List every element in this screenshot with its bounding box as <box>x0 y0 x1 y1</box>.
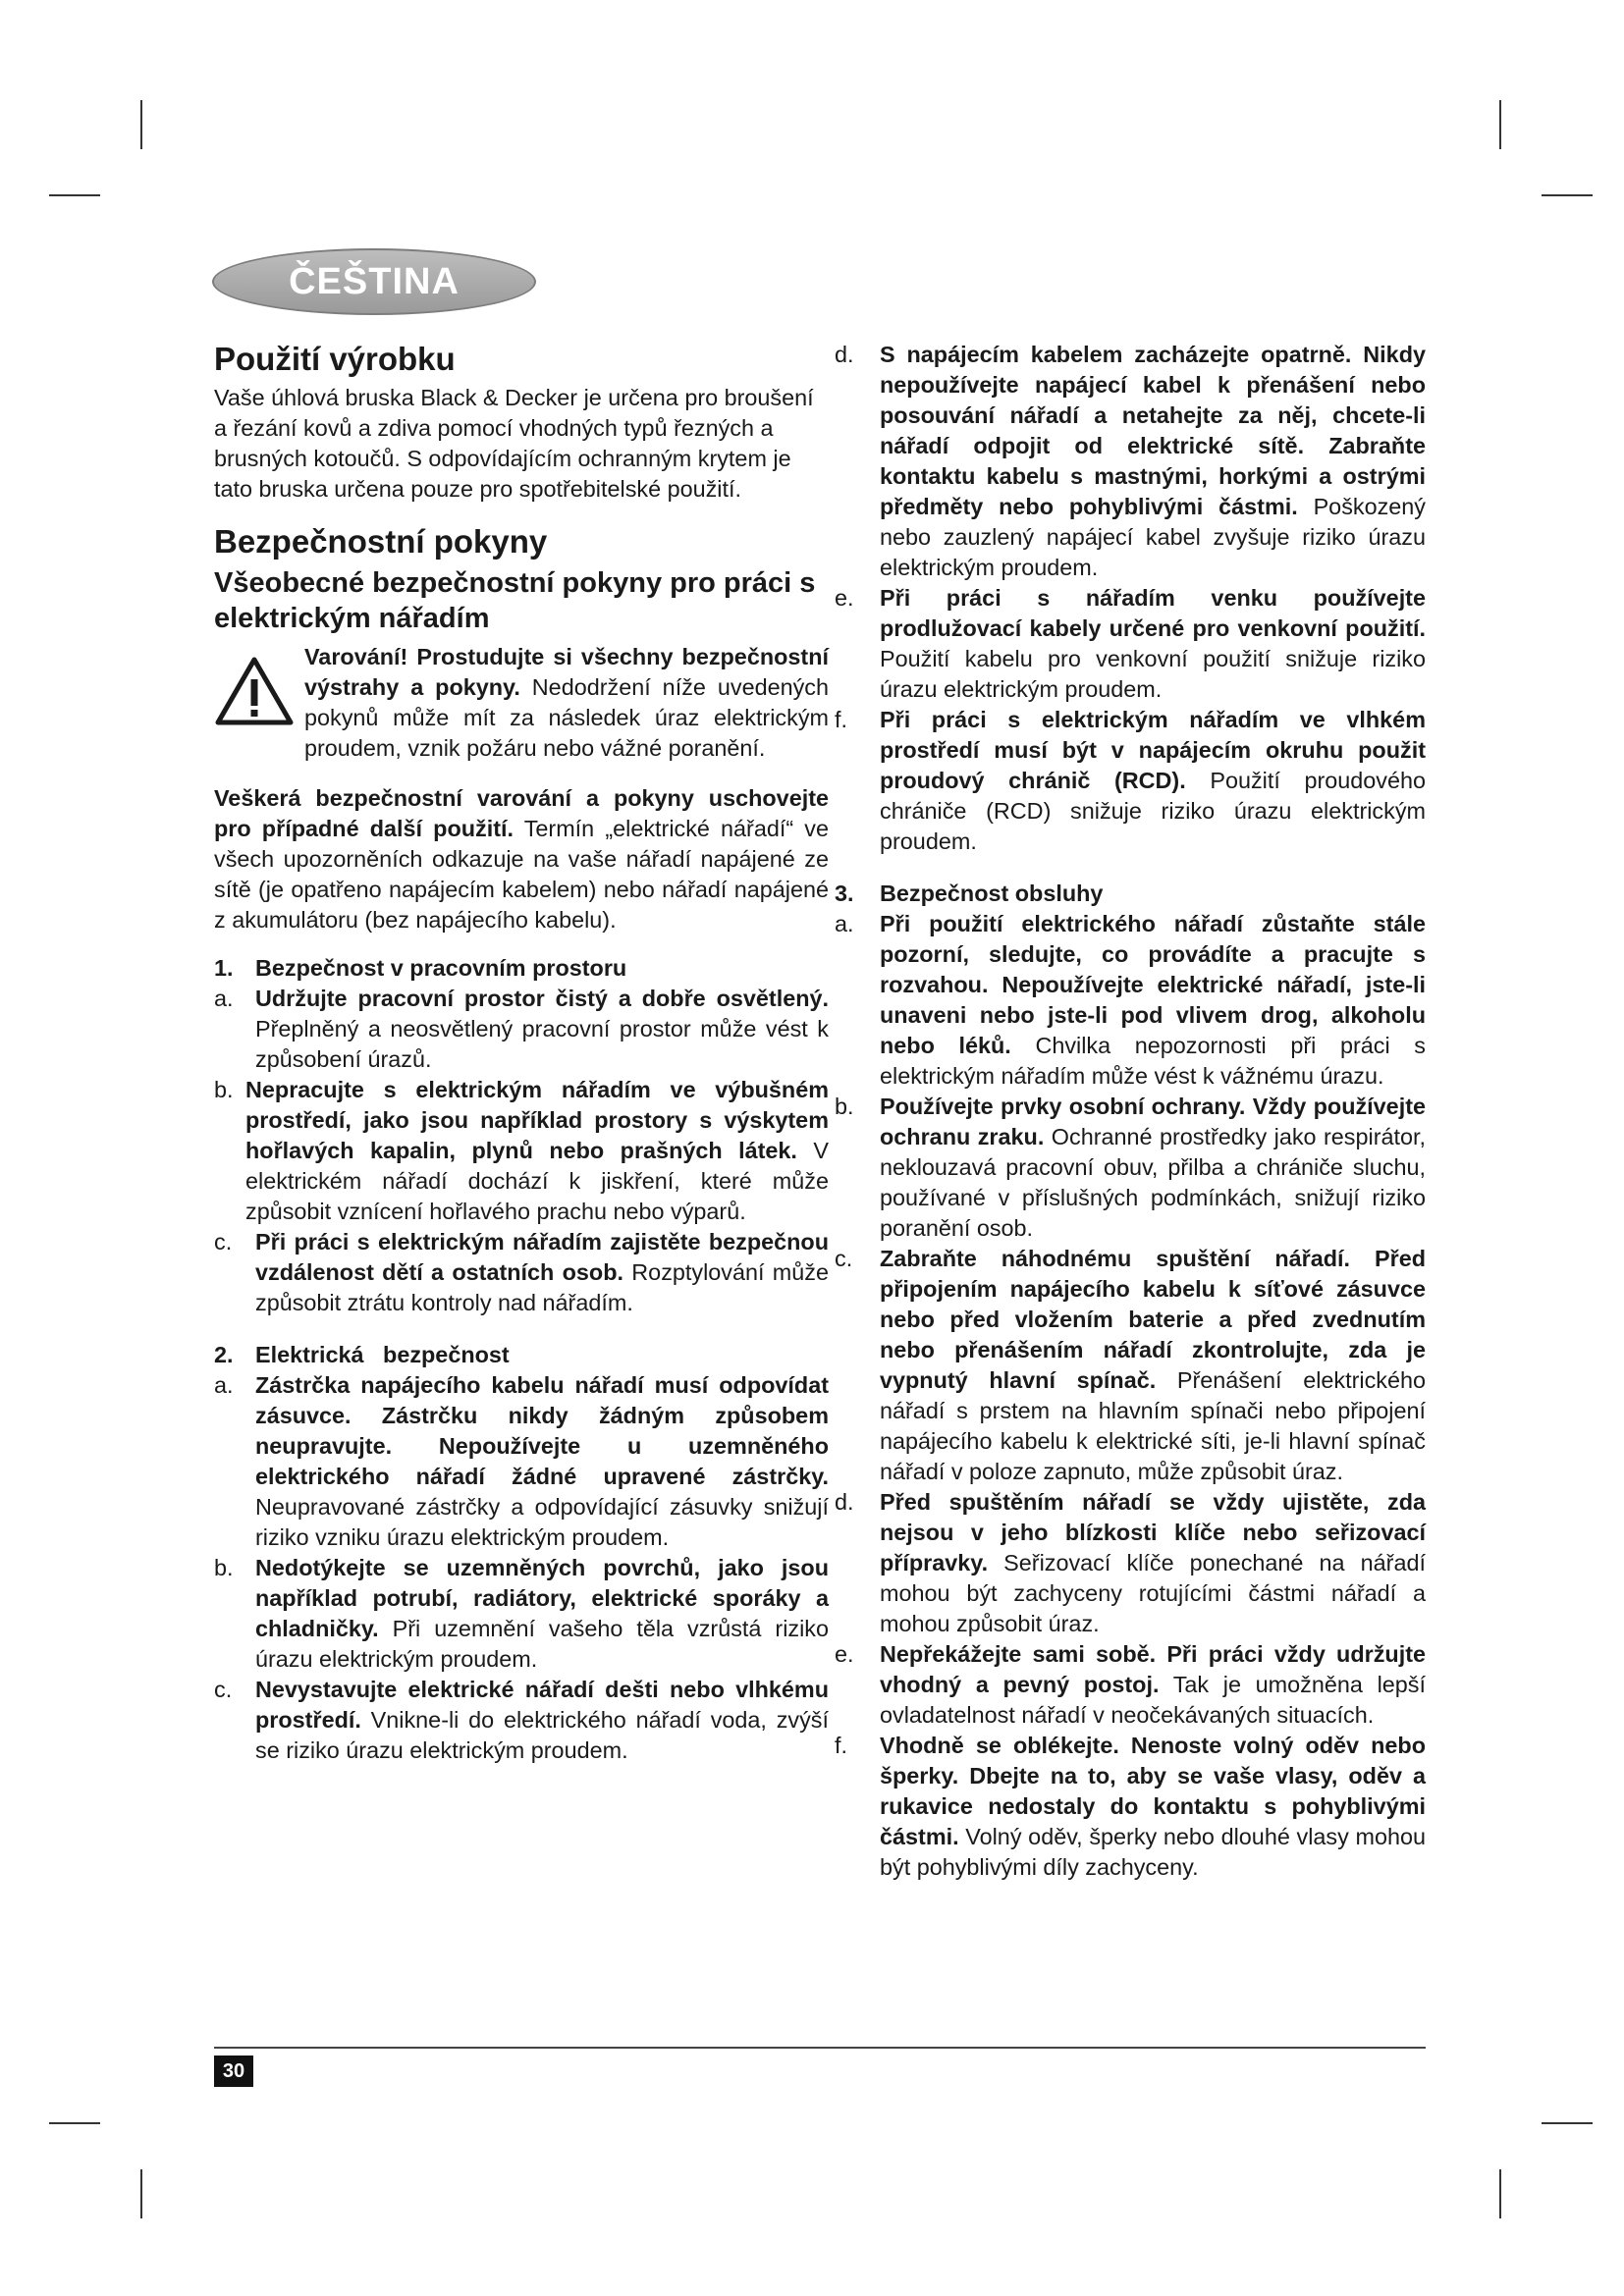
item-bold: Před spuštěním nářadí se vždy ujistěte, zda nejsou v jeho blízkosti klíče nebo seřizovací přípravky. <box>880 1489 1426 1575</box>
item-text: V elektrickém nářadí dochází k jiskření, které může způsobit vznícení hořlavého prachu nebo výparů. <box>245 1138 829 1224</box>
section-number: 3. <box>835 881 854 906</box>
warning-block <box>214 642 829 764</box>
item-label: a. <box>835 911 854 936</box>
list-item <box>214 1227 829 1318</box>
list-item <box>835 583 1426 705</box>
crop-mark <box>1499 2169 1501 2218</box>
crop-mark <box>1542 2122 1593 2124</box>
item-label: c. <box>214 1229 233 1255</box>
list-item <box>214 1370 829 1553</box>
item-bold: Vhodně se oblékejte. Nenoste volný oděv nebo šperky. Dbejte na to, aby se vaše vlasy, oděv a rukavice nedostaly do kontaktu s pohyblivými částmi. <box>880 1733 1426 1849</box>
item-text: Chvilka nepozornosti při práci s elektrickým nářadím může vést k vážnému úrazu. <box>880 1033 1426 1089</box>
item-label: b. <box>214 1077 234 1102</box>
list-item <box>214 1675 829 1766</box>
item-label: e. <box>835 585 854 611</box>
list-item <box>835 1244 1426 1487</box>
item-label: a. <box>214 1372 234 1398</box>
list-item <box>835 705 1426 857</box>
item-text: Poškozený nebo zauzlený napájecí kabel zvyšuje riziko úrazu elektrickým proudem. <box>880 494 1426 580</box>
section-3-title <box>835 879 1426 909</box>
footer-rule <box>214 2047 1426 2049</box>
list-item <box>835 1092 1426 1244</box>
list-item <box>835 1731 1426 1883</box>
item-label: f. <box>835 1733 847 1758</box>
item-bold: S napájecím kabelem zacházejte opatrně. Nikdy nepoužívejte napájecí kabel k přenášení nebo posouvání nářadí a netahejte za něj, chcete-li nářadí odpojit od elektrické sítě. Zabraňte kontaktu kabelu s mastnými, horkými a ostrými předměty nebo pohyblivými částmi. <box>880 342 1426 519</box>
keep-text: Termín „elektrické nářadí“ ve všech upozorněních odkazuje na vaše nářadí napájené ze sítě (je opatřeno napájecím kabelem) nebo nářadí napájené z akumulátoru (bez napájecího kabelu). <box>214 816 829 933</box>
item-bold: Při použití elektrického nářadí zůstaňte stále pozorní, sledujte, co provádíte a pracujte s rozvahou. Nepoužívejte elektrické nářadí, jste-li unaveni nebo jste-li pod vlivem drog, alkoholu nebo léků. <box>880 911 1426 1058</box>
item-label: b. <box>835 1094 854 1119</box>
section-number: 2. <box>214 1342 234 1367</box>
item-text: Neupravované zástrčky a odpovídající zásuvky snižují riziko vzniku úrazu elektrickým proudem. <box>255 1494 829 1550</box>
crop-mark <box>140 2169 142 2218</box>
item-bold: Používejte prvky osobní ochrany. Vždy používejte ochranu zraku. <box>880 1094 1426 1149</box>
crop-mark <box>140 100 142 149</box>
item-text: Při uzemnění vašeho těla vzrůstá riziko úrazu elektrickým proudem. <box>255 1616 829 1672</box>
crop-mark <box>49 2122 100 2124</box>
item-text: Použití kabelu pro venkovní použití snižuje riziko úrazu elektrickým proudem. <box>880 646 1426 702</box>
item-text: Volný oděv, šperky nebo dlouhé vlasy mohou být pohyblivými díly zachyceny. <box>880 1824 1426 1880</box>
list-item <box>835 340 1426 583</box>
item-bold: Udržujte pracovní prostor čistý a dobře osvětlený. <box>255 986 829 1011</box>
general-safety-heading: Všeobecné bezpečnostní pokyny pro práci s elektrickým nářadím <box>214 567 816 634</box>
item-label: c. <box>835 1246 853 1271</box>
right-column <box>835 340 1426 1883</box>
keep-instructions <box>214 783 829 935</box>
item-text: Vnikne-li do elektrického nářadí voda, zvýší se riziko úrazu elektrickým proudem. <box>255 1707 829 1763</box>
section-2-title <box>214 1340 829 1370</box>
section-title: Elektrická bezpečnost <box>255 1342 510 1367</box>
use-text: Vaše úhlová bruska Black & Decker je určena pro broušení a řezání kovů a zdiva pomocí vhodných typů řezných a brusných kotoučů. S odpovídajícím ochranným krytem je tato bruska určena pouze pro spotřebitelské použití. <box>214 385 814 502</box>
list-item <box>835 909 1426 1092</box>
item-label: f. <box>835 707 847 732</box>
item-text: Přeplněný a neosvětlený pracovní prostor může vést k způsobení úrazů. <box>255 1016 829 1072</box>
item-bold: Nepřekážejte sami sobě. Při práci vždy udržujte vhodný a pevný postoj. <box>880 1641 1426 1697</box>
warning-triangle-icon <box>214 656 295 726</box>
list-item <box>214 1075 829 1227</box>
item-label: e. <box>835 1641 854 1667</box>
crop-mark <box>49 194 100 196</box>
item-bold: Při práci s nářadím venku používejte prodlužovací kabely určené pro venkovní použití. <box>880 585 1426 641</box>
item-text: Ochranné prostředky jako respirátor, neklouzavá pracovní obuv, přilba a chrániče sluchu, používané v příslušných podmínkách, snižují riziko poranění osob. <box>880 1124 1427 1241</box>
left-column <box>214 340 829 1766</box>
crop-mark <box>1542 194 1593 196</box>
item-label: c. <box>214 1677 233 1702</box>
item-label: d. <box>835 342 854 367</box>
item-bold: Při práci s elektrickým nářadím zajistěte bezpečnou vzdálenost dětí a ostatních osob. <box>255 1229 829 1285</box>
item-bold: Nevystavujte elektrické nářadí dešti nebo vlhkému prostředí. <box>255 1677 829 1733</box>
item-label: a. <box>214 986 234 1011</box>
item-bold: Při práci s elektrickým nářadím ve vlhkém prostředí musí být v napájecím okruhu použit proudový chránič (RCD). <box>880 707 1426 793</box>
section-1-title <box>214 953 829 984</box>
item-bold: Nepracujte s elektrickým nářadím ve výbušném prostředí, jako jsou například prostory s výskytem hořlavých kapalin, plynů nebo prašných látek. <box>245 1077 829 1163</box>
item-bold: Nedotýkejte se uzemněných povrchů, jako jsou například potrubí, radiátory, elektrické sporáky a chladničky. <box>255 1555 829 1641</box>
list-item <box>835 1487 1426 1639</box>
item-text: Přenášení elektrického nářadí s prstem na hlavním spínači nebo připojení napájecího kabelu k elektrické síti, je-li hlavní spínač nářadí v poloze zapnuto, může způsobit úraz. <box>880 1367 1426 1484</box>
crop-mark <box>1499 100 1501 149</box>
page-number: 30 <box>214 2056 253 2087</box>
list-item <box>835 1639 1426 1731</box>
item-bold: Zabraňte náhodnému spuštění nářadí. Před připojením napájecího kabelu k síťové zásuvce nebo před vložením baterie a před zvednutím nebo přenášením nářadí zkontrolujte, zda je vypnutý hlavní spínač. <box>880 1246 1426 1393</box>
use-heading: Použití výrobku <box>214 341 456 377</box>
language-tab: ČEŠTINA <box>212 248 536 315</box>
list-item <box>214 1553 829 1675</box>
warning-bold: Varování! Prostudujte si všechny bezpečnostní výstrahy a pokyny. <box>304 644 829 700</box>
section-title: Bezpečnost obsluhy <box>880 881 1104 906</box>
safety-heading: Bezpečnostní pokyny <box>214 523 548 560</box>
section-title: Bezpečnost v pracovním prostoru <box>255 955 627 981</box>
item-text: Použití proudového chrániče (RCD) snižuje riziko úrazu elektrickým proudem. <box>880 768 1427 854</box>
item-label: d. <box>835 1489 854 1515</box>
section-number: 1. <box>214 955 234 981</box>
keep-bold: Veškerá bezpečnostní varování a pokyny uschovejte pro případné další použití. <box>214 785 829 841</box>
item-text: Seřizovací klíče ponechané na nářadí mohou být zachyceny rotujícími částmi nářadí a mohou způsobit úraz. <box>880 1550 1426 1636</box>
item-label: b. <box>214 1555 234 1580</box>
list-item <box>214 984 829 1075</box>
item-bold: Zástrčka napájecího kabelu nářadí musí odpovídat zásuvce. Zástrčku nikdy žádným způsobem neupravujte. Nepoužívejte u uzemněného elektrického nářadí žádné upravené zástrčky. <box>255 1372 829 1489</box>
warning-text: Nedodržení níže uvedených pokynů může mít za následek úraz elektrickým proudem, vznik požáru nebo vážné poranění. <box>304 674 829 761</box>
item-text: Tak je umožněna lepší ovladatelnost nářadí v neočekávaných situacích. <box>880 1672 1426 1728</box>
item-text: Rozptylování může způsobit ztrátu kontroly nad nářadím. <box>255 1259 829 1315</box>
